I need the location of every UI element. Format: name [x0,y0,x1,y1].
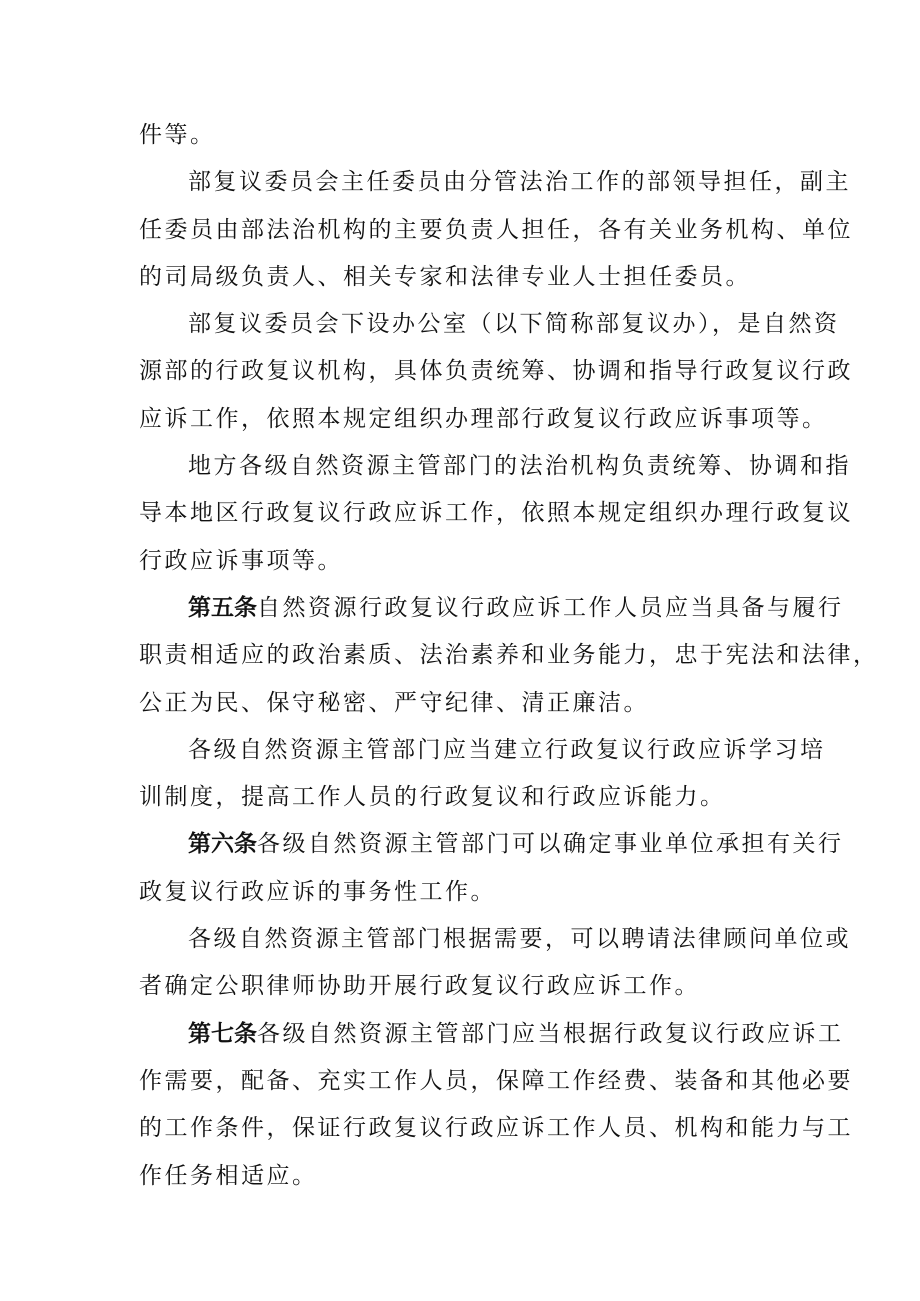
text-line: 者确定公职律师协助开展行政复议行政应诉工作。 [139,973,700,1000]
text-line: 导本地区行政复议行政应诉工作，依照本规定组织办理行政复议 [139,500,853,527]
article-7-first-line [139,1011,844,1058]
article-5-text: 自然资源行政复议行政应诉工作人员应当具备与履行 [257,594,844,621]
article-6-text: 各级自然资源主管部门可以确定事业单位承担有关行 [257,831,844,858]
text-line: 作任务相适应。 [139,1162,318,1189]
text-line: 件等。 [139,122,216,148]
text-line: 的工作条件，保证行政复议行政应诉工作人员、机构和能力与工 [139,1115,853,1142]
text-line: 职责相适应的政治素质、法治素养和业务能力，忠于宪法和法律， [139,642,879,669]
article-6-heading: 第六条 [188,831,257,858]
paragraph-first-line: 部复议委员会下设办公室（以下简称部复议办），是自然资 [188,311,840,338]
article-6-first-line [139,821,844,868]
paragraph-first-line: 部复议委员会主任委员由分管法治工作的部领导担任，副主 [188,169,851,196]
article-7-text: 各级自然资源主管部门应当根据行政复议行政应诉工 [257,1020,844,1047]
text-line: 源部的行政复议机构，具体负责统筹、协调和指导行政复议行政 [139,358,853,385]
text-line: 训制度，提高工作人员的行政复议和行政应诉能力。 [139,784,726,811]
article-5-heading: 第五条 [188,594,257,621]
text-line: 的司局级负责人、相关专家和法律专业人士担任委员。 [139,263,751,290]
text-line: 任委员由部法治机构的主要负责人担任，各有关业务机构、单位 [139,216,853,243]
text-line: 作需要，配备、充实工作人员，保障工作经费、装备和其他必要 [139,1067,853,1094]
text-line: 应诉工作，依照本规定组织办理部行政复议行政应诉事项等。 [139,405,828,432]
text-line: 公正为民、保守秘密、严守纪律、清正廉洁。 [139,689,649,716]
article-5-first-line [139,585,844,632]
text-line: 行政应诉事项等。 [139,547,343,574]
paragraph-first-line: 各级自然资源主管部门应当建立行政复议行政应诉学习培 [188,736,826,763]
paragraph-first-line: 各级自然资源主管部门根据需要，可以聘请法律顾问单位或 [188,926,851,953]
document-page [139,112,879,1200]
article-7-heading: 第七条 [188,1020,257,1047]
text-line: 政复议行政应诉的事务性工作。 [139,878,496,905]
paragraph-first-line: 地方各级自然资源主管部门的法治机构负责统筹、协调和指 [188,453,851,480]
